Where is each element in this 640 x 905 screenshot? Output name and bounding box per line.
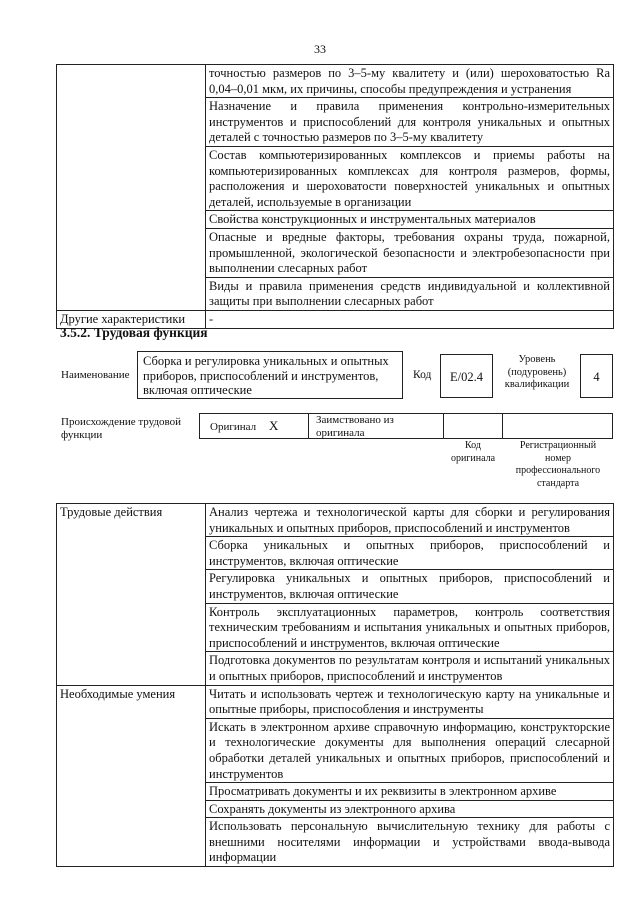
table-cell: Подготовка документов по результатам контроля и испытаний уникальных и опытных приборов, приспособлений и инструментов — [206, 652, 614, 685]
origin-label: Происхождение трудовой функции — [61, 416, 182, 441]
page-number: 33 — [314, 42, 326, 56]
borrowed-label: Заимствовано из оригинала — [316, 414, 394, 439]
origin-borrowed-cell — [308, 413, 444, 439]
original-checkmark: X — [269, 418, 279, 433]
reg-number-caption: Регистрационный номер профессионального стандарта — [515, 440, 601, 489]
table-cell: Искать в электронном архиве справочную информацию, конструкторские и технологические документы для выполнения операций слесарной обработки деталей уникальных и опытных приборов, приспособлений и инструментов — [206, 718, 614, 782]
row-label: Трудовые действия — [57, 504, 206, 686]
table-cell: точностью размеров по 3–5-му квалитету и (или) шероховатостью Ra 0,04–0,01 мкм, их причины, способы предупреждения и устранения — [206, 65, 614, 98]
table-cell: Состав компьютеризированных комплексов и приемы работы на компьютеризированных комплексах для контроля размеров, формы, расположения и шероховатости поверхностей уникальных и опытных деталей, используемые в организации — [206, 146, 614, 210]
origin-original-cell — [199, 413, 309, 439]
table-row — [57, 504, 614, 537]
table-cell: Контроль эксплуатационных параметров, контроль соответствия техническим требованиям и испытания уникальных и опытных приборов, приспособлений и инструментов, включая оптические — [206, 603, 614, 652]
knowledge-table — [56, 64, 614, 329]
original-label: Оригинал — [210, 421, 257, 433]
name-label: Наименование — [61, 369, 130, 381]
row-label: Необходимые умения — [57, 685, 206, 867]
code-label: Код — [413, 369, 432, 381]
table-cell: Свойства конструкционных и инструментальных материалов — [206, 211, 614, 229]
table-cell: Сохранять документы из электронного архива — [206, 800, 614, 818]
table-cell: Читать и использовать чертеж и технологическую карту на уникальные и опытные приборы, приспособления и инструменты — [206, 685, 614, 718]
table-row — [57, 65, 614, 98]
table-cell: Сборка уникальных и опытных приборов, приспособлений и инструментов, включая оптические — [206, 537, 614, 570]
table-cell: Просматривать документы и их реквизиты в электронном архиве — [206, 783, 614, 801]
origin-code-cell — [443, 413, 503, 439]
actions-table — [56, 503, 614, 867]
table-cell: Опасные и вредные факторы, требования охраны труда, пожарной, промышленной, экологической безопасности и электробезопасности при выполнении слесарных работ — [206, 228, 614, 277]
table-cell: Регулировка уникальных и опытных приборов, приспособлений и инструментов, включая оптические — [206, 570, 614, 603]
level-label: Уровень (подуровень) квалификации — [504, 354, 570, 390]
qualification-level: 4 — [580, 354, 613, 398]
table-cell: Анализ чертежа и технологической карты для сборки и регулирования уникальных и опытных приборов, приспособлений и инструментов — [206, 504, 614, 537]
table-cell: Виды и правила применения средств индивидуальной и коллективной защиты при выполнении слесарных работ — [206, 277, 614, 310]
origin-reg-cell — [502, 413, 613, 439]
code-caption: Код оригинала — [450, 440, 496, 464]
table-cell: Назначение и правила применения контрольно-измерительных инструментов и приспособлений для контроля уникальных и опытных деталей с точностью размеров по 3–5-му квалитету — [206, 98, 614, 147]
function-code: E/02.4 — [440, 354, 493, 398]
row-label — [57, 65, 206, 311]
section-title: 3.5.2. Трудовая функция — [60, 325, 208, 340]
table-row — [57, 685, 614, 718]
table-cell: Использовать персональную вычислительную технику для работы с внешними носителями информации и устройствами ввода-вывода информации — [206, 818, 614, 867]
row-label: Другие характеристики — [57, 310, 206, 328]
function-name: Сборка и регулировка уникальных и опытных приборов, приспособлений и инструментов, включая оптические — [137, 351, 403, 399]
table-cell: - — [206, 310, 614, 328]
